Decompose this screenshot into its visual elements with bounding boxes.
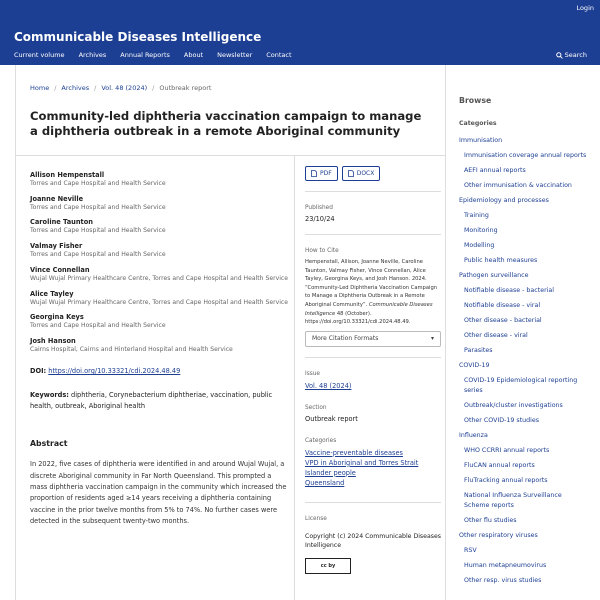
docx-button[interactable] xyxy=(342,166,381,181)
chevron-down-icon: ▾ xyxy=(430,335,434,343)
section-value: Outbreak report xyxy=(305,414,358,423)
file-icon xyxy=(311,170,317,177)
sidebar-subcategory-link[interactable]: Training xyxy=(464,212,489,219)
cc-badge-text: cc by xyxy=(320,562,336,569)
breadcrumb-home[interactable]: Home xyxy=(30,84,50,92)
author-item xyxy=(30,337,288,354)
keywords-value: diphtheria, Corynebacterium diphtheriae, vaccination, public health, outbreak, Aboriginal health xyxy=(30,391,273,411)
nav-annual-reports[interactable]: Annual Reports xyxy=(120,51,170,59)
author-affiliation: Torres and Cape Hospital and Health Service xyxy=(30,251,166,259)
citation-label: How to Cite xyxy=(305,248,339,254)
site-header xyxy=(0,0,600,65)
article-main xyxy=(15,65,446,600)
author-item xyxy=(30,313,288,330)
cc-license-badge[interactable] xyxy=(305,558,351,574)
nav-current-volume[interactable]: Current volume xyxy=(14,51,65,59)
published-label: Published xyxy=(305,205,333,211)
sidebar-category-link[interactable]: COVID-19 xyxy=(459,362,490,369)
author-name: Alice Tayley xyxy=(30,289,74,298)
license-text: Copyright (c) 2024 Communicable Diseases Intelligence xyxy=(305,532,442,549)
author-name: Georgina Keys xyxy=(30,313,84,322)
author-item xyxy=(30,242,288,259)
sidebar-subcategory-link[interactable]: Other disease - bacterial xyxy=(464,317,542,324)
author-name: Vince Connellan xyxy=(30,265,90,274)
sidebar-subcategory-link[interactable]: Monitoring xyxy=(464,227,498,234)
author-name: Josh Hanson xyxy=(30,336,76,345)
sidebar-subcategory-link[interactable]: National Influenza Surveillance Scheme reports xyxy=(464,492,562,509)
section-section xyxy=(305,399,441,424)
keywords-label: Keywords: xyxy=(30,391,69,400)
author-affiliation: Cairns Hospital, Cairns and Hinterland Hospital and Health Service xyxy=(30,345,233,353)
categories-section xyxy=(305,432,441,488)
sidebar-category-link[interactable]: Epidemiology and processes xyxy=(459,197,549,204)
author-item xyxy=(30,218,288,235)
category-link[interactable]: Vaccine-preventable diseases xyxy=(305,448,403,457)
search-icon xyxy=(556,52,563,59)
published-date: 23/10/24 xyxy=(305,215,335,223)
article-details xyxy=(305,166,441,574)
sidebar-subcategory-link[interactable]: Outbreak/cluster investigations xyxy=(464,402,563,409)
sidebar-subcategory-link[interactable]: Parasites xyxy=(464,347,493,354)
pdf-button[interactable] xyxy=(305,166,338,181)
citation-journal: Communicable Diseases Intelligence xyxy=(305,301,433,317)
sidebar-category-link[interactable]: Other respiratory viruses xyxy=(459,532,538,539)
sidebar-category-link[interactable]: Pathogen surveillance xyxy=(459,272,529,279)
issue-link[interactable]: Vol. 48 (2024) xyxy=(305,381,352,390)
author-item xyxy=(30,171,288,188)
issue-label: Issue xyxy=(305,370,320,377)
sidebar-subcategory-link[interactable]: COVID-19 Epidemiological reporting series xyxy=(464,377,578,394)
sidebar xyxy=(444,65,600,600)
author-affiliation: Wujal Wujal Primary Healthcare Centre, Torres and Cape Hospital and Health Service xyxy=(30,274,289,282)
abstract-heading: Abstract xyxy=(30,439,68,449)
author-name: Caroline Taunton xyxy=(30,218,93,227)
sidebar-subcategory-link[interactable]: WHO CCRRI annual reports xyxy=(464,447,550,454)
sidebar-subcategory-link[interactable]: Notifiable disease - bacterial xyxy=(464,287,555,294)
sidebar-subcategory-link[interactable]: Notifiable disease - viral xyxy=(464,302,541,309)
search-label: Search xyxy=(564,51,587,59)
citation-text xyxy=(305,258,441,327)
site-title[interactable]: Communicable Diseases Intelligence xyxy=(14,30,262,44)
galley-buttons xyxy=(305,166,441,181)
nav-archives[interactable]: Archives xyxy=(78,51,107,59)
doi-label: DOI: xyxy=(30,367,47,376)
docx-label: DOCX xyxy=(356,170,375,177)
breadcrumb-separator: / xyxy=(94,84,97,92)
pdf-label: PDF xyxy=(320,170,332,177)
citation-main: Hempenstall, Allison, Joanne Neville, Caroline Taunton, Valmay Fisher, Vince Connellan, Alice Tayley, Georgina Keys, and Josh Hanson. 2024. “Community-Led Diphtheria Vaccination Campaign to Manage a Diphtheria Outbreak in a Remote Aboriginal Community”. xyxy=(305,259,438,308)
citation-formats-dropdown[interactable] xyxy=(305,331,441,347)
author-affiliation: Torres and Cape Hospital and Health Service xyxy=(30,322,166,330)
breadcrumb xyxy=(30,84,211,92)
citation-section xyxy=(305,234,441,347)
author-item xyxy=(30,266,288,283)
author-affiliation: Torres and Cape Hospital and Health Service xyxy=(30,227,166,235)
author-name: Joanne Neville xyxy=(30,194,84,203)
categories-heading: Categories xyxy=(459,120,497,127)
sidebar-subcategory-link[interactable]: Human metapneumovirus xyxy=(464,562,547,569)
browse-heading: Browse xyxy=(459,96,492,105)
login-link[interactable]: Login xyxy=(576,4,594,12)
divider xyxy=(294,155,295,600)
article-title: Community-led diphtheria vaccination campaign to manage a diphtheria outbreak in a remote Aboriginal community xyxy=(30,109,422,138)
sidebar-subcategory-link[interactable]: Other disease - viral xyxy=(464,332,528,339)
author-affiliation: Wujal Wujal Primary Healthcare Centre, Torres and Cape Hospital and Health Service xyxy=(30,298,289,306)
license-section xyxy=(305,502,441,574)
sidebar-category-link[interactable]: Influenza xyxy=(459,432,488,439)
file-icon xyxy=(348,170,354,177)
main-nav xyxy=(14,51,306,59)
breadcrumb-volume[interactable]: Vol. 48 (2024) xyxy=(101,84,148,92)
author-item xyxy=(30,290,288,307)
category-list xyxy=(459,136,589,591)
sidebar-subcategory-link[interactable]: Other COVID-19 studies xyxy=(464,417,540,424)
author-item xyxy=(30,195,288,212)
author-affiliation: Torres and Cape Hospital and Health Service xyxy=(30,180,166,187)
doi xyxy=(30,367,288,375)
section-label: Section xyxy=(305,404,327,411)
article-body xyxy=(30,171,288,528)
keywords xyxy=(30,390,288,412)
issue-section xyxy=(305,357,441,391)
breadcrumb-separator: / xyxy=(54,84,57,92)
breadcrumb-separator: / xyxy=(152,84,155,92)
categories-label: Categories xyxy=(305,437,337,444)
category-link[interactable]: VPD in Aboriginal and Torres Strait Islander people xyxy=(305,458,419,477)
citation-formats-label: More Citation Formats xyxy=(312,335,379,343)
author-name: Allison Hempenstall xyxy=(30,171,105,179)
sidebar-category-link[interactable]: Immunisation xyxy=(459,137,503,144)
nav-contact[interactable]: Contact xyxy=(266,51,292,59)
author-affiliation: Torres and Cape Hospital and Health Service xyxy=(30,203,166,211)
breadcrumb-archives[interactable]: Archives xyxy=(61,84,90,92)
citation-tail: 48 (October). https://doi.org/10.33321/cdi.2024.48.49. xyxy=(305,310,411,326)
category-link[interactable]: Queensland xyxy=(305,478,345,487)
abstract-text: In 2022, five cases of diphtheria were identified in and around Wujal Wujal, a discrete Aboriginal community in Far North Queensland. This prompted a mass diphtheria vaccination campaign in the community which increased the proportion of residents aged ≥14 years receiving a diphtheria containing vaccine in the prior twelve months from 5% to 74%. No further cases were detected in the subsequent twenty-two months. xyxy=(30,460,287,526)
sidebar-subcategory-link[interactable]: Other immunisation & vaccination xyxy=(464,182,572,189)
sidebar-subcategory-link[interactable]: Other flu studies xyxy=(464,517,517,524)
sidebar-subcategory-link[interactable]: Modelling xyxy=(464,242,495,249)
published-section xyxy=(305,191,441,224)
sidebar-subcategory-link[interactable]: AEFI annual reports xyxy=(464,167,526,174)
doi-link[interactable]: https://doi.org/10.33321/cdi.2024.48.49 xyxy=(48,367,181,376)
sidebar-subcategory-link[interactable]: Public health measures xyxy=(464,257,538,264)
nav-about[interactable]: About xyxy=(183,51,204,59)
nav-newsletter[interactable]: Newsletter xyxy=(217,51,253,59)
breadcrumb-current: Outbreak report xyxy=(159,84,212,92)
divider xyxy=(16,155,445,156)
sidebar-subcategory-link[interactable]: Immunisation coverage annual reports xyxy=(464,152,587,159)
sidebar-subcategory-link[interactable]: FluCAN annual reports xyxy=(464,462,535,469)
search-link[interactable] xyxy=(556,51,587,59)
sidebar-subcategory-link[interactable]: FluTracking annual reports xyxy=(464,477,548,484)
sidebar-subcategory-link[interactable]: Other resp. virus studies xyxy=(464,577,542,584)
author-name: Valmay Fisher xyxy=(30,242,83,251)
sidebar-subcategory-link[interactable]: RSV xyxy=(464,547,477,554)
license-label: License xyxy=(305,515,327,522)
